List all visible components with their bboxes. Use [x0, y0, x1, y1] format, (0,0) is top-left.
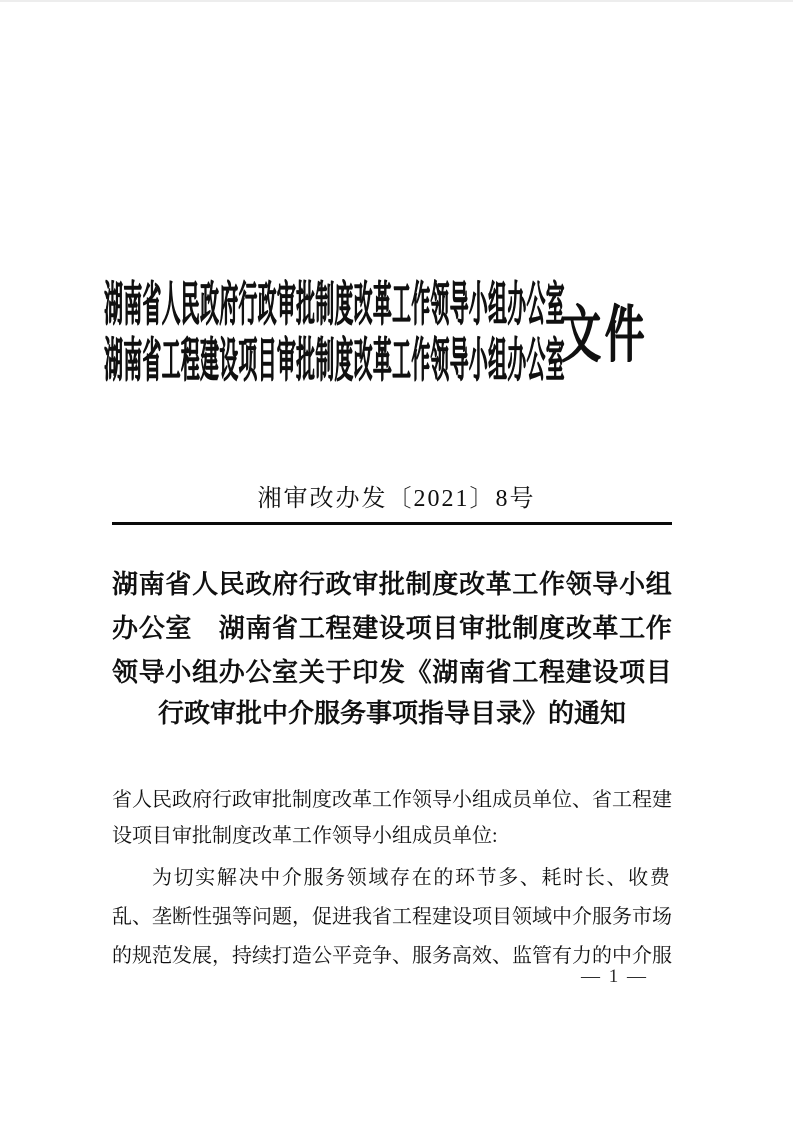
paragraph-line-2: 乱 、 垄 断 性 强 等 问 题 ， 促 进 我 省 工 程 建 设 项 目 领 域 中 介 服 务 市 场 — [112, 906, 672, 928]
document-title-line-3: 领 导 小 组 办 公 室 关 于 印 发 《 湖 南 省 工 程 建 设 项 目 — [112, 657, 672, 687]
salutation-line-2: 设项目审批制度改革工作领导小组成员单位: — [112, 825, 498, 847]
document-reference-number: 湘审改办发〔2021〕8号 — [257, 486, 536, 512]
letterhead-org-names — [104, 277, 565, 389]
document-title-line-4: 行政审批中介服务事项指导目录》的通知 — [157, 699, 626, 728]
paragraph-line-1: 为 切 实 解 决 中 介 服 务 领 域 存 在 的 环 节 多 、 耗 时 长 、 收 费 — [152, 867, 670, 889]
paragraph-line-3: 的 规 范 发 展 ， 持 续 打 造 公 平 竞 争 、 服 务 高 效 、 监 管 有 力 的 中 介 服 — [112, 945, 672, 967]
separator-rule — [112, 522, 672, 525]
document-title-line-2: 办 公 室 湖 南 省 工 程 建 设 项 目 审 批 制 度 改 革 工 作 — [112, 613, 672, 643]
document-title — [112, 560, 672, 736]
document-title-line-1: 湖 南 省 人 民 政 府 行 政 审 批 制 度 改 革 工 作 领 导 小 组 — [112, 569, 672, 599]
letterhead-org-line-1: 湖南省人民政府行政审批制度改革工作领导小组办公室 — [104, 279, 565, 331]
document-type-label: 文件 — [561, 302, 649, 370]
letterhead-org-line-2: 湖南省工程建设项目审批制度改革工作领导小组办公室 — [104, 335, 565, 387]
salutation-line-1: 省 人 民 政 府 行 政 审 批 制 度 改 革 工 作 领 导 小 组 成 员 单 位 、 省 工 程 建 — [112, 789, 672, 811]
scan-edge-artifact — [0, 0, 793, 2]
page-number: — 1 — — [581, 966, 648, 987]
document-body — [112, 778, 670, 973]
